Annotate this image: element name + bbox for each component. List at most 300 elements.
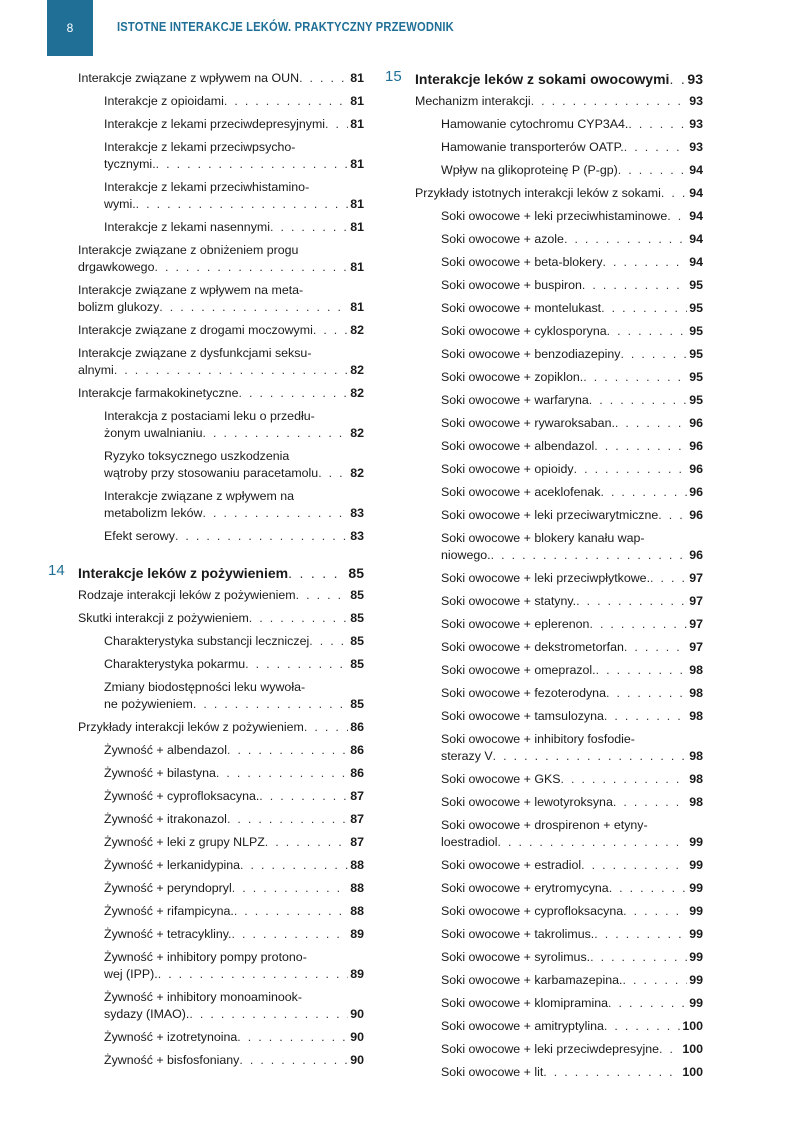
toc-entry[interactable] — [48, 630, 364, 653]
dot-leader — [227, 811, 348, 828]
toc-entry-title: Soki owocowe + leki przeciwhistaminowe — [441, 209, 668, 223]
toc-entry-title: loestradiol — [441, 835, 498, 849]
toc-entry-title: Soki owocowe + cyprofloksacyna — [441, 904, 624, 918]
page-ref: 96 — [689, 548, 703, 562]
page-ref: 85 — [350, 634, 364, 648]
dot-leader — [156, 156, 349, 173]
toc-entry-title-start: Interakcja z postaciami leku o przedłu- — [104, 409, 315, 423]
toc-entry[interactable] — [385, 527, 703, 567]
dot-leader — [613, 794, 687, 811]
page-ref: 88 — [350, 881, 364, 895]
dot-leader — [189, 1006, 348, 1023]
page-ref: 98 — [689, 772, 703, 786]
toc-entry[interactable] — [48, 762, 364, 785]
toc-entry-title: Żywność + peryndopryl — [104, 881, 232, 895]
toc-entry[interactable] — [48, 176, 364, 216]
dot-leader — [604, 1018, 680, 1035]
toc-entry-title: alnymi — [78, 363, 114, 377]
toc-entry-title: Soki owocowe + aceklofenak — [441, 485, 601, 499]
page-ref: 99 — [689, 835, 703, 849]
dot-leader — [158, 966, 349, 983]
page-ref: 95 — [689, 278, 703, 292]
toc-entry[interactable] — [385, 182, 703, 205]
page-ref: 89 — [350, 927, 364, 941]
toc-entry[interactable] — [48, 923, 364, 946]
toc-entry-title: Soki owocowe + eplerenon — [441, 617, 590, 631]
page-ref: 82 — [350, 323, 364, 337]
dot-leader — [296, 587, 349, 604]
page-number: 8 — [47, 0, 93, 56]
page-ref: 98 — [689, 795, 703, 809]
dot-leader — [114, 362, 348, 379]
dot-leader — [659, 1041, 680, 1058]
toc-entry-title: Żywność + rifampicyna. — [104, 904, 234, 918]
page-ref: 94 — [689, 209, 703, 223]
page-ref: 82 — [350, 386, 364, 400]
toc-entry[interactable] — [385, 791, 703, 814]
toc-entry[interactable] — [385, 1061, 703, 1084]
dot-leader — [497, 834, 687, 851]
page-ref: 94 — [689, 255, 703, 269]
toc-entry[interactable] — [48, 90, 364, 113]
toc-entry[interactable] — [48, 716, 364, 739]
dot-leader — [238, 385, 348, 402]
toc-entry-title: Soki owocowe + amitryptylina — [441, 1019, 604, 1033]
dot-leader — [313, 322, 348, 339]
page-ref: 81 — [350, 117, 364, 131]
dot-leader — [603, 254, 688, 271]
page-ref: 81 — [350, 220, 364, 234]
toc-entry-title-start: Interakcje z lekami przeciwpsycho- — [104, 140, 296, 154]
page-ref: 96 — [689, 462, 703, 476]
toc-entry-title: Soki owocowe + leki przeciwarytmiczne — [441, 508, 659, 522]
toc-entry-title-start: Ryzyko toksycznego uszkodzenia — [104, 449, 290, 463]
dot-leader — [239, 1052, 348, 1069]
page-ref: 100 — [682, 1019, 703, 1033]
page-ref: 86 — [350, 766, 364, 780]
dot-leader — [564, 231, 687, 248]
dot-leader — [543, 1064, 680, 1081]
toc-entry-title: Przykłady interakcji leków z pożywieniem — [78, 720, 304, 734]
running-title: ISTOTNE INTERAKCJE LEKÓW. PRAKTYCZNY PRZEWODNIK — [117, 19, 454, 34]
toc-entry[interactable] — [385, 274, 703, 297]
dot-leader — [628, 116, 687, 133]
toc-entry[interactable] — [48, 831, 364, 854]
toc-entry-title-start: Soki owocowe + drospirenon + etyny- — [441, 818, 648, 832]
toc-entry[interactable] — [48, 877, 364, 900]
page-ref: 99 — [689, 973, 703, 987]
toc-entry-title: Soki owocowe + albendazol — [441, 439, 595, 453]
page-ref: 81 — [350, 197, 364, 211]
toc-entry[interactable] — [385, 435, 703, 458]
toc-entry-title: Soki owocowe + GKS — [441, 772, 561, 786]
toc-entry[interactable] — [385, 659, 703, 682]
chapter-heading[interactable] — [48, 561, 364, 584]
toc-entry-title: Żywność + leki z grupy NLPZ — [104, 835, 265, 849]
dot-leader — [193, 696, 348, 713]
toc-entry-title: Żywność + izotretynoina — [104, 1030, 238, 1044]
toc-entry-title: Soki owocowe + buspiron — [441, 278, 582, 292]
toc-entry-title: Rodzaje interakcji leków z pożywieniem — [78, 588, 296, 602]
dot-leader — [136, 196, 349, 213]
toc-entry[interactable] — [48, 676, 364, 716]
dot-leader — [608, 995, 687, 1012]
toc-entry-title-start: Interakcje związane z dysfunkcjami seksu- — [78, 346, 312, 360]
toc-entry[interactable] — [385, 1015, 703, 1038]
toc-entry[interactable] — [385, 705, 703, 728]
toc-entry[interactable] — [48, 785, 364, 808]
toc-entry-title: drgawkowego — [78, 260, 155, 274]
dot-leader — [623, 903, 687, 920]
toc-entry[interactable] — [385, 728, 703, 768]
toc-entry-title: Skutki interakcji z pożywieniem — [78, 611, 249, 625]
toc-entry-title: Soki owocowe + montelukast — [441, 301, 602, 315]
page-ref: 98 — [689, 749, 703, 763]
dot-leader — [581, 857, 687, 874]
toc-entry-title-start: Soki owocowe + inhibitory fosfodie- — [441, 732, 635, 746]
toc-entry-title: Interakcje z opioidami — [104, 94, 224, 108]
page-ref: 90 — [350, 1053, 364, 1067]
toc-entry-title: Soki owocowe + azole — [441, 232, 564, 246]
toc-entry-title: Soki owocowe + omeprazol. — [441, 663, 596, 677]
dot-leader — [582, 277, 687, 294]
page-ref: 82 — [350, 426, 364, 440]
page-ref: 98 — [689, 686, 703, 700]
dot-leader — [237, 1029, 348, 1046]
toc-entry[interactable] — [385, 458, 703, 481]
toc-entry-title: wej (IPP). — [104, 967, 158, 981]
toc-entry[interactable] — [385, 366, 703, 389]
dot-leader — [618, 162, 687, 179]
page-ref: 82 — [350, 363, 364, 377]
toc-entry[interactable] — [48, 739, 364, 762]
page-ref: 99 — [689, 950, 703, 964]
toc-entry-title: żonym uwalnianiu — [104, 426, 203, 440]
toc-entry-title-start: Interakcje z lekami przeciwhistamino- — [104, 180, 310, 194]
toc-entry[interactable] — [48, 67, 364, 90]
page-ref: 100 — [682, 1042, 703, 1056]
toc-entry-title: Soki owocowe + cyklosporyna — [441, 324, 607, 338]
toc-entry-title: Soki owocowe + benzodiazepiny — [441, 347, 621, 361]
toc-entry-title: metabolizm leków — [104, 506, 203, 520]
toc-entry[interactable] — [48, 986, 364, 1026]
dot-leader — [232, 880, 348, 897]
page-ref: 81 — [350, 260, 364, 274]
toc-entry[interactable] — [48, 1026, 364, 1049]
page-ref: 99 — [689, 881, 703, 895]
page-ref: 94 — [689, 186, 703, 200]
toc-entry-title: Soki owocowe + karbamazepina. — [441, 973, 623, 987]
toc-entry[interactable] — [385, 590, 703, 613]
page-ref: 85 — [350, 697, 364, 711]
toc-entry-title: Soki owocowe + fezoterodyna — [441, 686, 606, 700]
toc-entry[interactable] — [385, 228, 703, 251]
toc-entry[interactable] — [48, 382, 364, 405]
toc-entry[interactable] — [48, 485, 364, 525]
toc-entry[interactable] — [48, 808, 364, 831]
toc-entry[interactable] — [48, 405, 364, 445]
dot-leader — [589, 616, 687, 633]
toc-column-right — [385, 67, 703, 1084]
toc-entry[interactable] — [385, 1038, 703, 1061]
toc-entry[interactable] — [48, 279, 364, 319]
toc-entry-title: Interakcje związane z wpływem na OUN — [78, 71, 300, 85]
toc-entry[interactable] — [385, 814, 703, 854]
page-ref: 95 — [689, 301, 703, 315]
dot-leader — [299, 70, 348, 87]
toc-entry[interactable] — [48, 653, 364, 676]
page-ref: 93 — [687, 70, 703, 87]
toc-entry-title: Soki owocowe + klomipramina — [441, 996, 609, 1010]
toc-entry[interactable] — [48, 584, 364, 607]
page-ref: 93 — [689, 117, 703, 131]
toc-entry[interactable] — [48, 113, 364, 136]
dot-leader — [154, 259, 348, 276]
dot-leader — [576, 593, 687, 610]
page-ref: 87 — [350, 789, 364, 803]
toc-entry[interactable] — [48, 525, 364, 548]
page-ref: 85 — [350, 657, 364, 671]
toc-entry-title-start: Żywność + inhibitory pompy protono- — [104, 950, 307, 964]
page-ref: 95 — [689, 324, 703, 338]
page-ref: 96 — [689, 508, 703, 522]
toc-entry-title: Soki owocowe + tamsulozyna — [441, 709, 604, 723]
dot-leader — [216, 765, 348, 782]
toc-entry[interactable] — [385, 992, 703, 1015]
dot-leader — [270, 219, 348, 236]
page-ref: 81 — [350, 94, 364, 108]
toc-entry-title: Charakterystyka substancji leczniczej — [104, 634, 310, 648]
toc-entry[interactable] — [385, 90, 703, 113]
page-ref: 89 — [350, 967, 364, 981]
toc-entry-title: Soki owocowe + erytromycyna — [441, 881, 609, 895]
toc-entry-title-start: Interakcje związane z obniżeniem progu — [78, 243, 299, 257]
dot-leader — [604, 708, 687, 725]
page-ref: 86 — [350, 743, 364, 757]
page-ref: 98 — [689, 709, 703, 723]
dot-leader — [491, 547, 688, 564]
dot-leader — [589, 392, 687, 409]
dot-leader — [606, 685, 687, 702]
toc-entry[interactable] — [385, 205, 703, 228]
toc-entry-title: Soki owocowe + estradiol — [441, 858, 582, 872]
toc-entry[interactable] — [48, 946, 364, 986]
page-ref: 96 — [689, 485, 703, 499]
page-ref: 87 — [350, 812, 364, 826]
toc-entry[interactable] — [385, 297, 703, 320]
page-ref: 99 — [689, 858, 703, 872]
toc-entry[interactable] — [385, 320, 703, 343]
dot-leader — [590, 949, 687, 966]
dot-leader — [594, 926, 687, 943]
dot-leader — [658, 507, 687, 524]
dot-leader — [175, 528, 348, 545]
toc-entry-title: Soki owocowe + takrolimus. — [441, 927, 595, 941]
dot-leader — [224, 93, 348, 110]
toc-entry-title: Soki owocowe + leki przeciwdepresyjne — [441, 1042, 659, 1056]
page-ref: 94 — [689, 163, 703, 177]
toc-entry[interactable] — [48, 854, 364, 877]
toc-entry[interactable] — [48, 607, 364, 630]
page-ref: 85 — [348, 564, 364, 581]
dot-leader — [624, 139, 687, 156]
page-ref: 83 — [350, 506, 364, 520]
dot-leader — [596, 662, 688, 679]
dot-leader — [318, 465, 348, 482]
dot-leader — [531, 93, 688, 110]
toc-entry-title: Soki owocowe + leki przeciwpłytkowe. — [441, 571, 651, 585]
toc-entry-title: Żywność + bisfosfoniany — [104, 1053, 240, 1067]
toc-entry-title: Interakcje z lekami nasennymi — [104, 220, 270, 234]
dot-leader — [309, 633, 348, 650]
toc-entry[interactable] — [385, 900, 703, 923]
toc-entry[interactable] — [385, 343, 703, 366]
toc-entry[interactable] — [385, 923, 703, 946]
toc-entry[interactable] — [48, 319, 364, 342]
dot-leader — [493, 748, 688, 765]
toc-entry-title: Soki owocowe + lit — [441, 1065, 544, 1079]
dot-leader — [600, 484, 687, 501]
dot-leader — [240, 857, 348, 874]
dot-leader — [615, 415, 687, 432]
toc-entry-title: Soki owocowe + syrolimus. — [441, 950, 591, 964]
toc-entry-title: Hamowanie cytochromu CYP3A4. — [441, 117, 629, 131]
dot-leader — [304, 719, 348, 736]
page-ref: 81 — [350, 157, 364, 171]
toc-entry-title: Wpływ na glikoproteinę P (P-gp) — [441, 163, 618, 177]
dot-leader — [325, 116, 348, 133]
toc-column-left — [48, 67, 364, 1072]
page-ref: 96 — [689, 416, 703, 430]
toc-entry-title: Soki owocowe + beta-blokery — [441, 255, 603, 269]
toc-entry[interactable] — [385, 136, 703, 159]
toc-entry-title-start: Interakcje związane z wpływem na meta- — [78, 283, 304, 297]
toc-entry-title: Żywność + cyprofloksacyna. — [104, 789, 260, 803]
toc-entry[interactable] — [385, 159, 703, 182]
page-ref: 95 — [689, 347, 703, 361]
toc-entry[interactable] — [48, 216, 364, 239]
dot-leader — [227, 742, 348, 759]
page-header — [0, 0, 794, 56]
toc-entry-title: Soki owocowe + warfaryna — [441, 393, 589, 407]
dot-leader — [232, 926, 349, 943]
page-ref: 99 — [689, 927, 703, 941]
dot-leader — [623, 972, 688, 989]
dot-leader — [669, 71, 685, 87]
dot-leader — [667, 208, 687, 225]
page-ref: 93 — [689, 94, 703, 108]
page-ref: 90 — [350, 1030, 364, 1044]
dot-leader — [607, 323, 688, 340]
toc-entry[interactable] — [48, 136, 364, 176]
page-ref: 99 — [689, 996, 703, 1010]
toc-entry-title: Hamowanie transporterów OATP. — [441, 140, 624, 154]
toc-entry-title-start: Zmiany biodostępności leku wywoła- — [104, 680, 306, 694]
toc-entry[interactable] — [385, 969, 703, 992]
page-ref: 97 — [689, 571, 703, 585]
toc-entry-title: Interakcje farmakokinetyczne — [78, 386, 239, 400]
page-ref: 97 — [689, 640, 703, 654]
toc-entry-title: Przykłady istotnych interakcji leków z sokami — [415, 186, 661, 200]
page-ref: 99 — [689, 904, 703, 918]
toc-entry-title: Żywność + itrakonazol — [104, 812, 227, 826]
toc-entry[interactable] — [385, 504, 703, 527]
page-ref: 97 — [689, 617, 703, 631]
toc-entry-title: Efekt serowy — [104, 529, 175, 543]
toc-entry-title: Mechanizm interakcji — [415, 94, 531, 108]
page-ref: 85 — [350, 588, 364, 602]
toc-entry-title: Charakterystyka pokarmu — [104, 657, 246, 671]
toc-entry[interactable] — [385, 481, 703, 504]
toc-entry[interactable] — [385, 946, 703, 969]
toc-entry-title: wymi. — [104, 197, 136, 211]
page-ref: 96 — [689, 439, 703, 453]
toc-entry[interactable] — [385, 636, 703, 659]
dot-leader — [288, 565, 346, 581]
toc-entry[interactable] — [385, 854, 703, 877]
toc-entry-title: Żywność + lerkanidypina — [104, 858, 241, 872]
toc-entry[interactable] — [48, 445, 364, 485]
page-ref: 90 — [350, 1007, 364, 1021]
dot-leader — [234, 903, 348, 920]
toc-entry-title: tycznymi. — [104, 157, 156, 171]
toc-entry[interactable] — [385, 877, 703, 900]
toc-entry[interactable] — [385, 251, 703, 274]
toc-entry[interactable] — [48, 239, 364, 279]
dot-leader — [661, 185, 687, 202]
toc-entry[interactable] — [385, 389, 703, 412]
toc-entry-title: wątroby przy stosowaniu paracetamolu — [104, 466, 319, 480]
toc-entry[interactable] — [385, 567, 703, 590]
chapter-title: Interakcje leków z pożywieniem — [78, 564, 289, 581]
page-ref: 93 — [689, 140, 703, 154]
toc-entry[interactable] — [385, 412, 703, 435]
toc-entry-title: Interakcje z lekami przeciwdepresyjnymi — [104, 117, 326, 131]
page-ref: 83 — [350, 529, 364, 543]
dot-leader — [265, 834, 348, 851]
page-ref: 94 — [689, 232, 703, 246]
toc-entry[interactable] — [48, 1049, 364, 1072]
toc-entry-title: bolizm glukozy — [78, 300, 160, 314]
chapter-heading[interactable] — [385, 67, 703, 90]
toc-entry[interactable] — [48, 342, 364, 382]
dot-leader — [601, 300, 687, 317]
toc-entry[interactable] — [385, 113, 703, 136]
chapter-title: Interakcje leków z sokami owocowymi — [415, 70, 670, 87]
toc-entry-title: sydazy (IMAO). — [104, 1007, 190, 1021]
page-ref: 81 — [350, 300, 364, 314]
page-ref: 88 — [350, 904, 364, 918]
toc-entry[interactable] — [385, 682, 703, 705]
page-ref: 97 — [689, 594, 703, 608]
toc-entry[interactable] — [48, 900, 364, 923]
dot-leader — [249, 610, 348, 627]
toc-entry-title: ne pożywieniem — [104, 697, 193, 711]
dot-leader — [583, 369, 687, 386]
page-ref: 82 — [350, 466, 364, 480]
dot-leader — [574, 461, 688, 478]
toc-entry-title: niowego. — [441, 548, 491, 562]
dot-leader — [594, 438, 687, 455]
page-ref: 98 — [689, 663, 703, 677]
toc-entry[interactable] — [385, 613, 703, 636]
page-ref: 95 — [689, 393, 703, 407]
toc-entry[interactable] — [385, 768, 703, 791]
page-ref: 88 — [350, 858, 364, 872]
dot-leader — [245, 656, 348, 673]
dot-leader — [203, 425, 349, 442]
toc-entry-title: Soki owocowe + lewotyroksyna — [441, 795, 613, 809]
